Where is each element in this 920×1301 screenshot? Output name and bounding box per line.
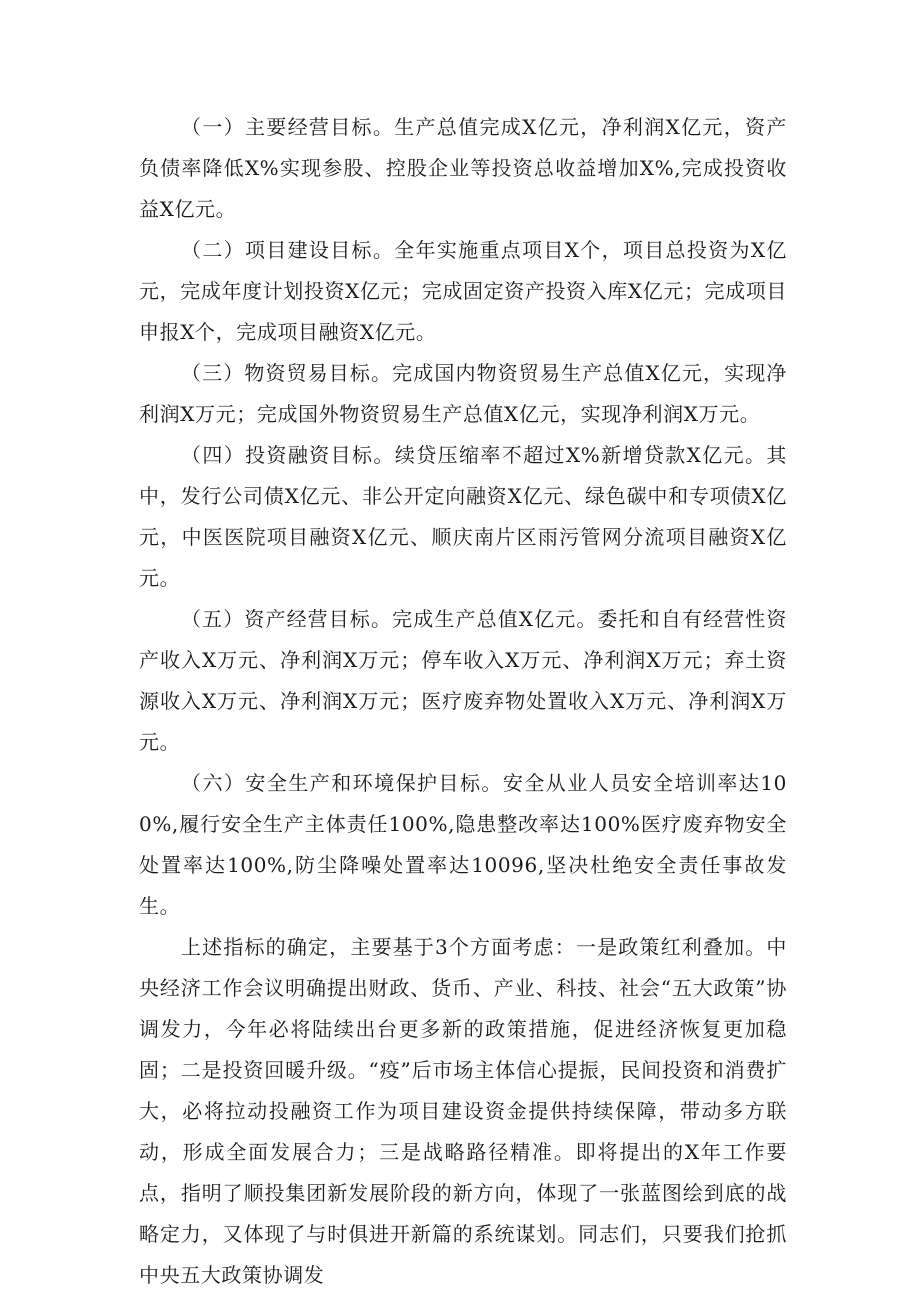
paragraph-rationale: 上述指标的确定，主要基于3个方面考虑：一是政策红利叠加。中央经济工作会议明确提出财政、货币、产业、科技、社会“五大政策”协调发力，今年必将陆续出台更多新的政策措施，促进经济恢复更加稳固；二是投资回暖升级。“疫”后市场主体信心提振，民间投资和消费扩大，必将拉动投融资工作为项目建设资金提供持续保障，带动多方联动，形成全面发展合力；三是战略路径精准。即将提出的X年工作要点，指明了顺投集团新发展阶段的新方向，体现了一张蓝图绘到底的战略定力，又体现了与时俱进开新篇的系统谋划。同志们，只要我们抢抓中央五大政策协调发 bbox=[139, 935, 787, 1287]
paragraph-project-goals: （二）项目建设目标。全年实施重点项目X个，项目总投资为X亿元，完成年度计划投资X亿元；完成固定资产投资入库X亿元；完成项目申报X个，完成项目融资X亿元。 bbox=[139, 238, 787, 344]
paragraph-safety-goals: （六）安全生产和环境保护目标。安全从业人员安全培训率达100%,履行安全生产主体责任100%,隐患整改率达100%医疗废弃物安全处置率达100%,防尘降噪处置率达10096,坚决杜绝安全责任事故发生。 bbox=[139, 771, 787, 918]
paragraph-trade-goals: （三）物资贸易目标。完成国内物资贸易生产总值X亿元，实现净利润X万元；完成国外物资贸易生产总值X亿元，实现净利润X万元。 bbox=[139, 361, 787, 426]
paragraph-operating-goals: （一）主要经营目标。生产总值完成X亿元，净利润X亿元，资产负债率降低X%实现参股、控股企业等投资总收益增加X%,完成投资收益X亿元。 bbox=[139, 115, 787, 221]
paragraph-asset-goals: （五）资产经营目标。完成生产总值X亿元。委托和自有经营性资产收入X万元、净利润X万元；停车收入X万元、净利润X万元；弃土资源收入X万元、净利润X万元；医疗废弃物处置收入X万元、净利润X万元。 bbox=[139, 607, 787, 754]
paragraph-financing-goals: （四）投资融资目标。续贷压缩率不超过X%新增贷款X亿元。其中，发行公司债X亿元、非公开定向融资X亿元、绿色碳中和专项债X亿元，中医医院项目融资X亿元、顺庆南片区雨污管网分流项目融资X亿元。 bbox=[139, 443, 787, 590]
document-body bbox=[139, 107, 787, 1296]
